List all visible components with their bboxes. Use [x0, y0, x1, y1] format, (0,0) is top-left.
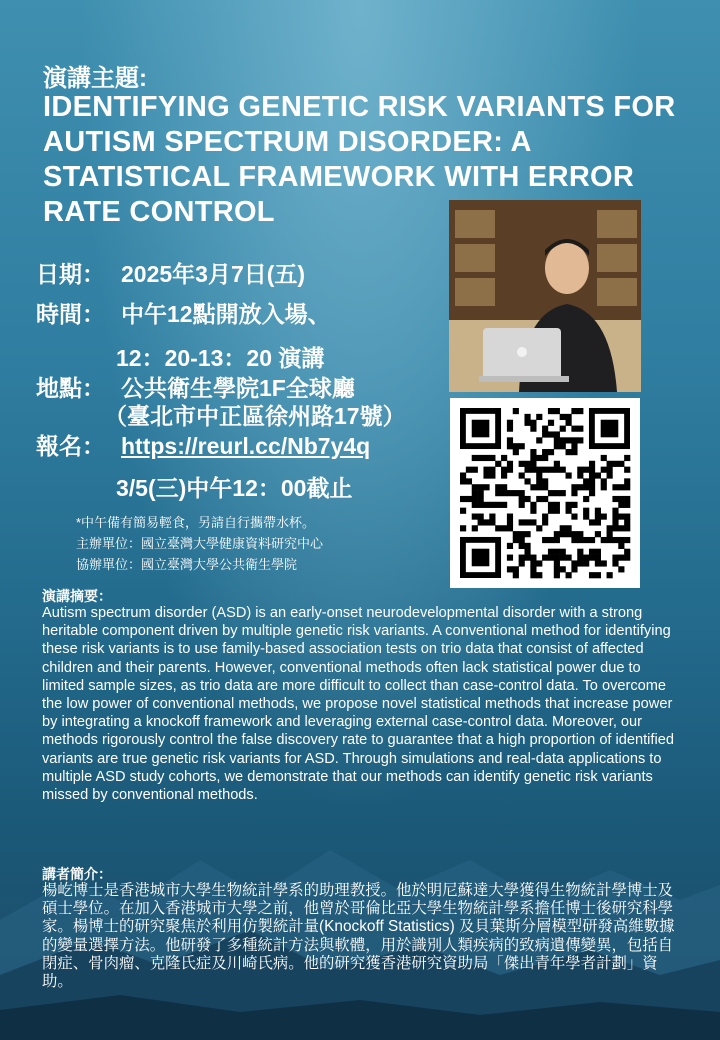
deadline: 3/5(三)中午12：00截止 [116, 475, 353, 501]
qr-code-icon [450, 398, 640, 588]
speaker-heading: 講者簡介： [42, 866, 112, 882]
food-note: *中午備有簡易輕食，另請自行攜帶水杯。 [76, 515, 316, 530]
time-row [36, 296, 331, 329]
date-value: 2025年3月7日(五) [121, 261, 306, 287]
place-label: 地點： [36, 375, 105, 401]
abstract-text: Autism spectrum disorder (ASD) is an early-onset neurodevelopmental disorder with a strong heritable component driven by multiple genetic risk variants. A conventional method for identifying these risk variants is to use family-based association tests on trio data that consist of affected children and their parents. However, conventional methods often lack statistical power due to limited sample sizes, as trio data are more difficult to collect than case-control data. To overcome the low power of conventional methods, we propose novel statistical methods that increase power by integrating a knockoff framework and leveraging external case-control data. Moreover, our methods rigorously control the false discovery rate to guarantee that a high proportion of identified variants are true genetic risk variants for ASD. Through simulations and real-data applications to multiple ASD study cohorts, we demonstrate that our methods can identify genetic risk variants missed by conventional methods. [42, 605, 674, 804]
co-organizer: 協辦單位：國立臺灣大學公共衛生學院 [76, 557, 298, 572]
date-row [36, 256, 305, 289]
register-link[interactable]: https://reurl.cc/Nb7y4q [121, 433, 371, 459]
talk-title: IDENTIFYING GENETIC RISK VARIANTS FOR AUTISM SPECTRUM DISORDER: A STATISTICAL FRAMEWORK WITH ERROR RATE CONTROL [43, 91, 676, 228]
talk-label: 演講主題: [43, 65, 147, 92]
place-value-2: （臺北市中正區徐州路17號） [104, 403, 406, 429]
place-value: 公共衛生學院1F全球廳 [121, 375, 355, 401]
qr-code[interactable] [450, 398, 640, 588]
speaker-bio: 楊屹博士是香港城市大學生物統計學系的助理教授。他於明尼蘇達大學獲得生物統計學博士及碩士學位。在加入香港城市大學之前，他曾於哥倫比亞大學生物統計學系擔任博士後研究科學家。楊博士的研究聚焦於利用仿製統計量(Knockoff Statistics) 及貝葉斯分層模型研發高維數據的變量選擇方法。他研發了多種統計方法與軟體，用於識別人類疾病的致病遺傳變異，包括自閉症、骨肉瘤、克隆氏症及川崎氏病。他的研究獲香港研究資助局「傑出青年學者計劃」資助。 [42, 882, 675, 991]
organizer: 主辦單位：國立臺灣大學健康資料研究中心 [76, 536, 324, 551]
time-value-2: 12：20-13：20 演講 [116, 345, 325, 371]
time-value: 中午12點開放入場、 [121, 301, 331, 327]
register-row [36, 428, 370, 461]
time-label: 時間： [36, 301, 105, 327]
speaker-photo-icon [449, 200, 641, 392]
register-label: 報名： [36, 433, 105, 459]
abstract-heading: 演講摘要： [42, 588, 112, 604]
speaker-photo [449, 200, 641, 392]
date-label: 日期： [36, 261, 105, 287]
